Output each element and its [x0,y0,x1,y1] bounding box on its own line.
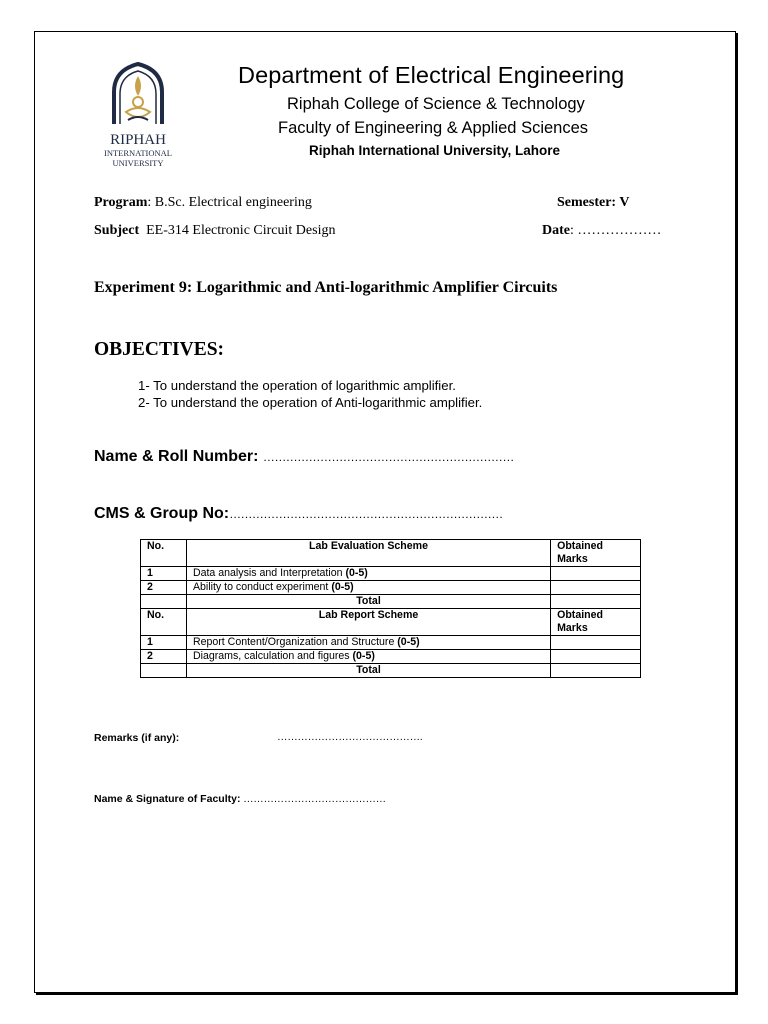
table-cell-empty [141,664,187,678]
table-header-marks: Obtained Marks [551,540,641,567]
date-line [542,223,661,239]
criterion-range: (0-5) [352,650,375,662]
program-value: : B.Sc. Electrical engineering [147,195,312,210]
table-row [141,650,641,664]
semester [557,195,629,211]
table-header-no: No. [141,609,187,636]
remarks-label: Remarks (if any): [94,732,180,744]
table-cell-criterion [186,567,550,581]
table-cell-marks [551,664,641,678]
table-header-scheme: Lab Evaluation Scheme [186,540,550,567]
criterion-range: (0-5) [345,567,368,579]
cms-group-label: CMS & Group No: [94,505,230,522]
evaluation-table [140,539,641,678]
riphah-logo [92,62,184,172]
table-row [141,540,641,567]
logo-name: RIPHAH [110,132,166,148]
objective-item: 2- To understand the operation of Anti-logarithmic amplifier. [138,395,483,410]
objective-item: 1- To understand the operation of logarithmic amplifier. [138,378,456,393]
table-cell-no: 2 [141,581,187,595]
remarks-dots: ……………………………………. [277,731,423,743]
logo-line2: INTERNATIONAL [104,148,172,158]
date-label: Date [542,223,570,238]
criterion-range: (0-5) [397,636,420,648]
criterion-text: Ability to conduct experiment [192,581,332,593]
table-cell-criterion [186,650,550,664]
table-cell-criterion [186,636,550,650]
criterion-text: Report Content/Organization and Structure [192,636,398,648]
table-cell-empty [141,595,187,609]
name-roll-field [94,448,514,466]
objectives-heading: OBJECTIVES: [94,339,225,360]
signature-label: Name & Signature of Faculty: [94,793,241,805]
table-cell-marks [551,650,641,664]
objectives-list [138,377,482,411]
program-line [94,195,312,211]
criterion-range: (0-5) [331,581,354,593]
program-label: Program [94,195,148,210]
table-cell-no: 1 [141,636,187,650]
department-title: Department of Electrical Engineering [238,62,625,88]
cms-group-field [94,505,503,523]
date-value: : ……………… [570,223,662,238]
table-header-marks: Obtained Marks [551,609,641,636]
table-row [141,609,641,636]
table-cell-no: 1 [141,567,187,581]
criterion-text: Diagrams, calculation and figures [192,650,353,662]
table-row [141,567,641,581]
table-row [141,595,641,609]
table-cell-marks [551,567,641,581]
table-row [141,636,641,650]
signature-dots: …………………………………… [240,793,386,805]
criterion-text: Data analysis and Interpretation [192,567,346,579]
cms-group-dots: ……………………………………………………………… [229,507,503,521]
table-row [141,581,641,595]
table-cell-criterion [186,581,550,595]
logo-line3: UNIVERSITY [112,158,164,168]
table-header-scheme: Lab Report Scheme [186,609,550,636]
table-cell-no: 2 [141,650,187,664]
semester-label: Semester: V [557,195,630,210]
table-cell-marks [551,581,641,595]
table-header-no: No. [141,540,187,567]
college-name: Riphah College of Science & Technology [287,95,585,113]
table-total-label: Total [186,595,550,609]
name-roll-label: Name & Roll Number: [94,448,259,465]
table-row [141,664,641,678]
experiment-title: Experiment 9: Logarithmic and Anti-logarithmic Amplifier Circuits [94,279,558,296]
university-name: Riphah International University, Lahore [309,143,561,158]
subject-value: EE-314 Electronic Circuit Design [146,223,336,238]
signature-field [94,793,386,805]
table-cell-marks [551,636,641,650]
subject-label: Subject [94,223,140,238]
subject-line [94,223,335,239]
table-cell-marks [551,595,641,609]
table-total-label: Total [186,664,550,678]
faculty-name: Faculty of Engineering & Applied Sciences [278,119,589,137]
name-roll-dots: ………………………………………………………… [262,450,514,464]
